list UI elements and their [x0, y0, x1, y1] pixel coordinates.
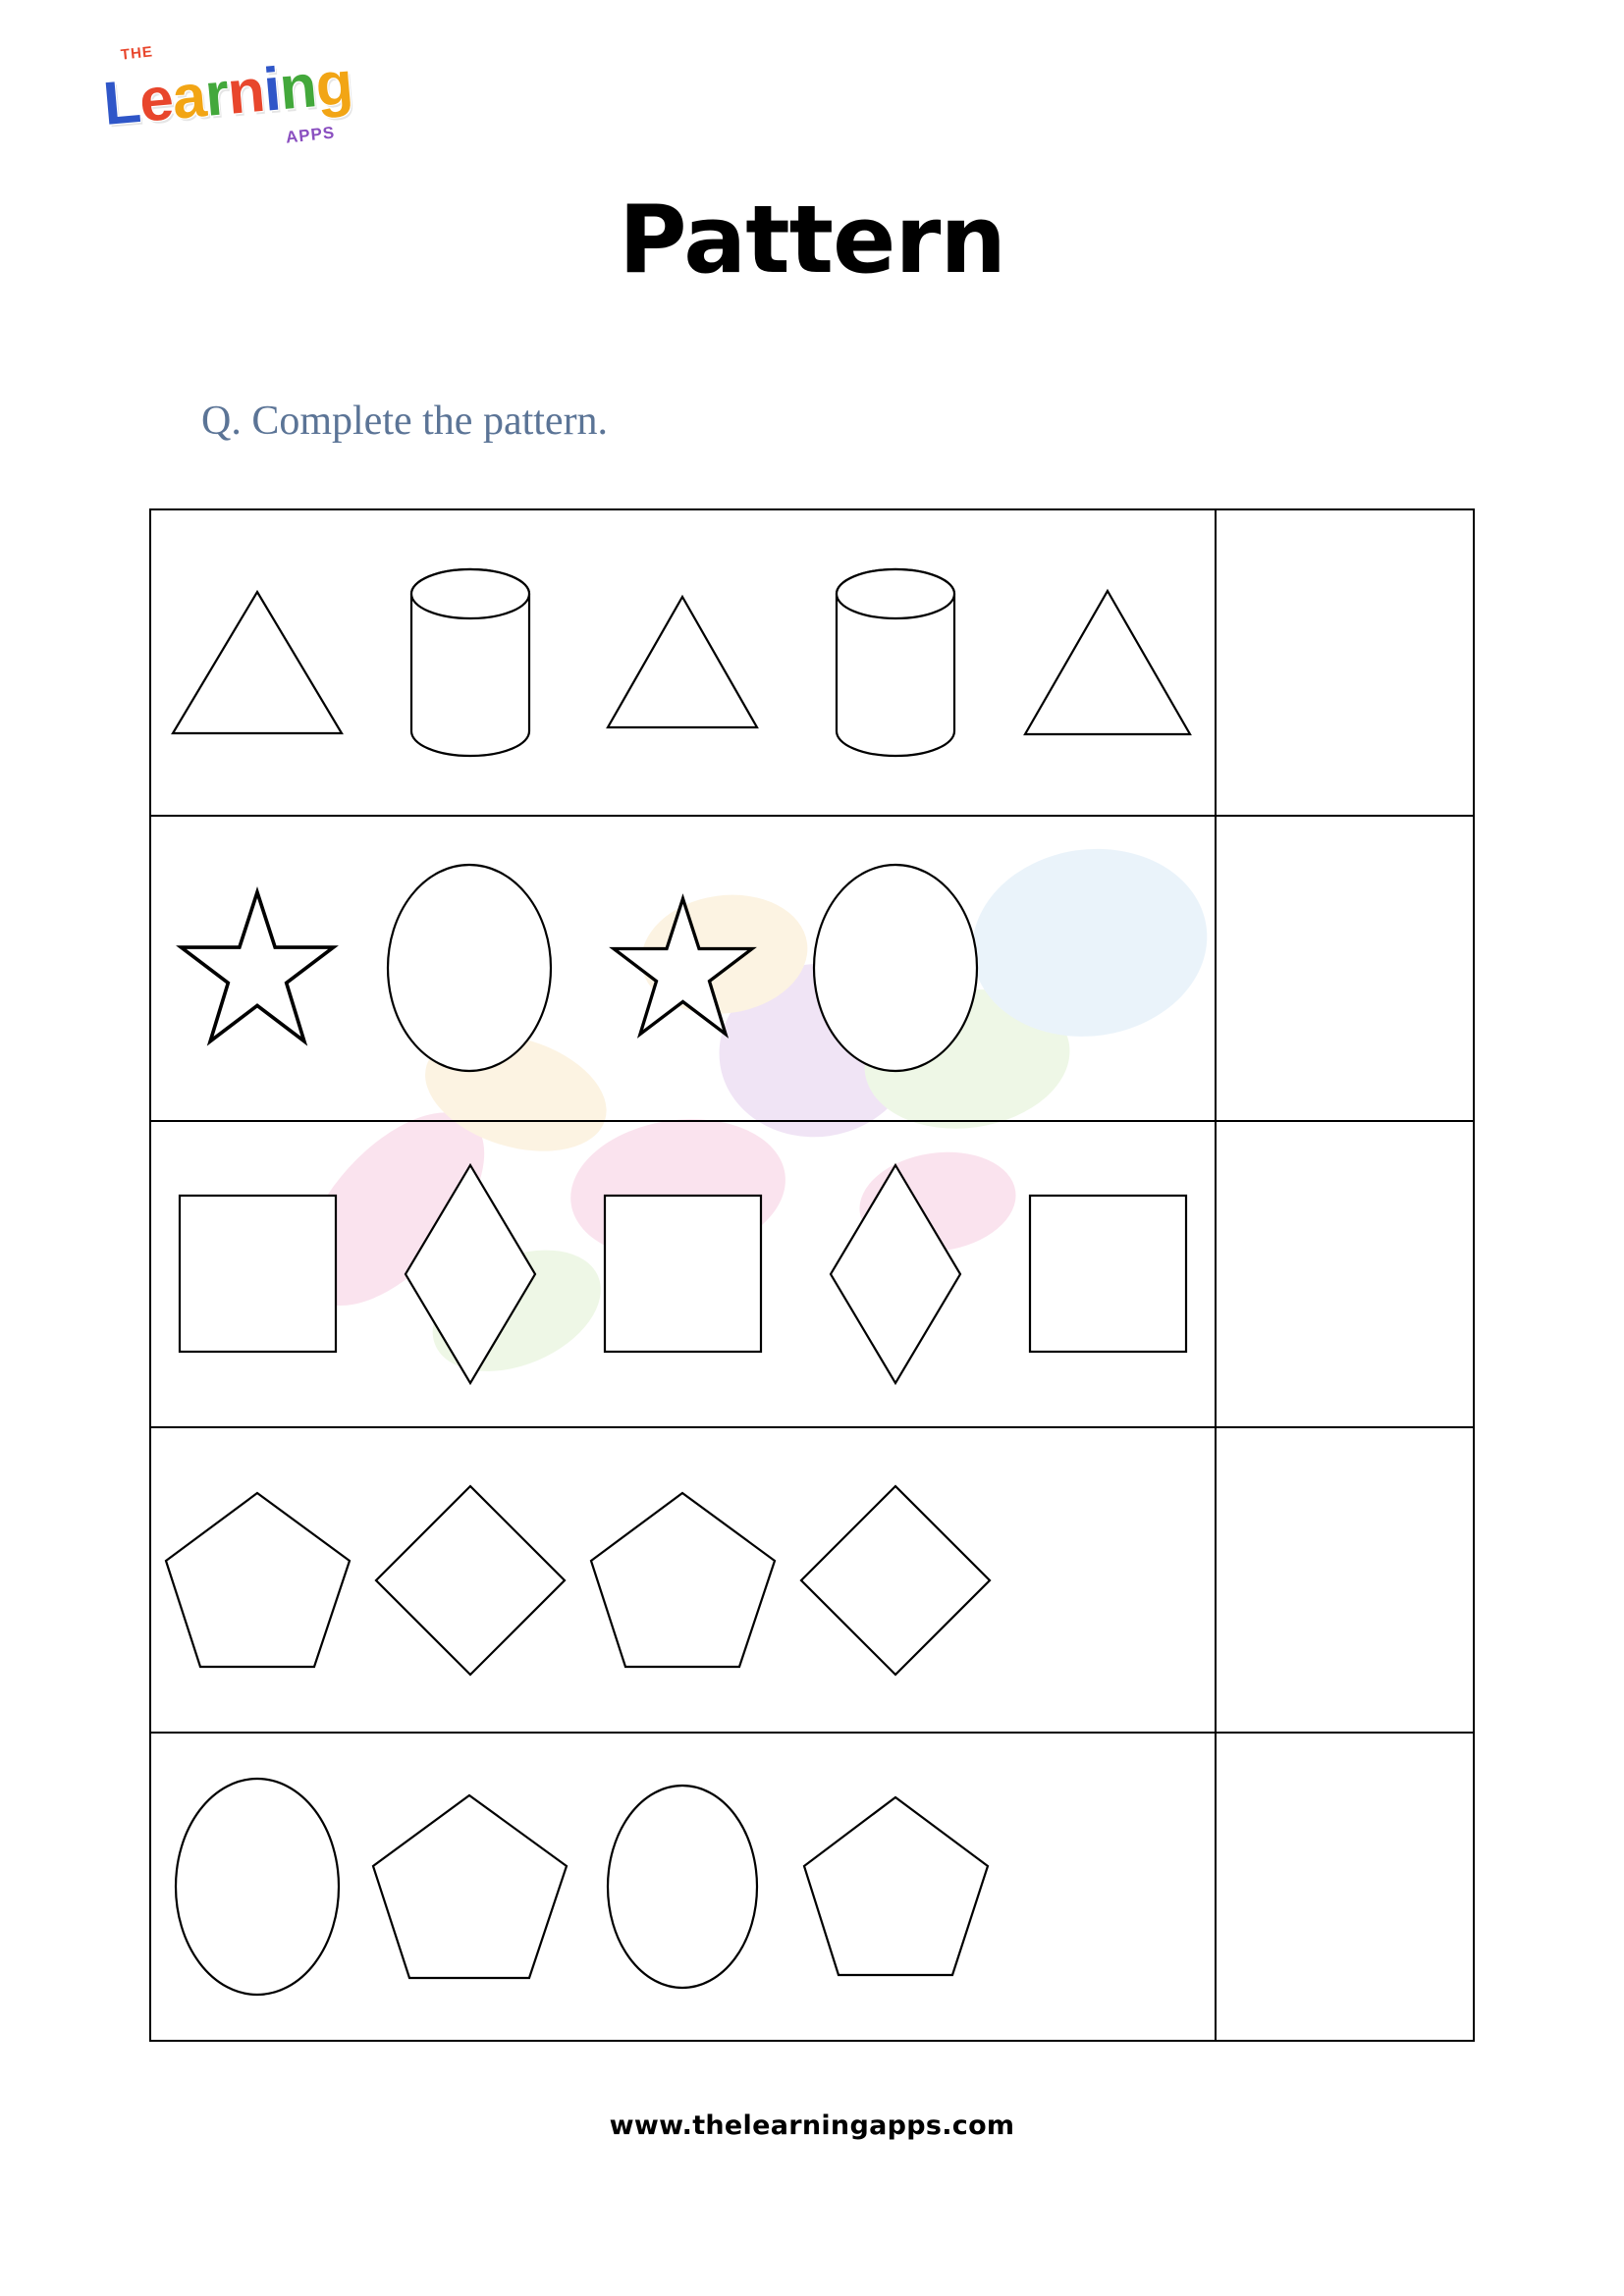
- shape-cell-empty: [1010, 1734, 1207, 2040]
- answer-cell[interactable]: [1217, 510, 1473, 815]
- row-pattern-cells: [151, 510, 1217, 815]
- shape-cylinder: [372, 510, 568, 815]
- logo: [93, 39, 378, 157]
- table-row: [151, 1734, 1473, 2040]
- shape-oval: [584, 1734, 781, 2040]
- page-title: Pattern: [619, 187, 1005, 294]
- worksheet-table: [149, 508, 1475, 2042]
- shape-square: [1010, 1122, 1207, 1426]
- shape-square: [584, 1122, 781, 1426]
- answer-cell[interactable]: [1217, 817, 1473, 1121]
- shape-square: [159, 1122, 355, 1426]
- logo-the-text: THE: [120, 43, 154, 64]
- shape-diamond: [372, 1428, 568, 1733]
- shape-diamond: [797, 1428, 994, 1733]
- shape-pentagon: [584, 1428, 781, 1733]
- shape-pentagon: [797, 1734, 994, 2040]
- shape-star: [584, 817, 781, 1121]
- row-pattern-cells: [151, 817, 1217, 1121]
- shape-diamond: [797, 1122, 994, 1426]
- table-row: [151, 1428, 1473, 1735]
- logo-wordmark: Learning: [100, 49, 355, 138]
- shape-pentagon: [159, 1428, 355, 1733]
- shape-triangle: [1010, 510, 1207, 815]
- footer-url: www.thelearningapps.com: [609, 2110, 1015, 2141]
- shape-oval: [372, 817, 568, 1121]
- shape-diamond: [372, 1122, 568, 1426]
- logo-apps-text: APPS: [285, 123, 337, 147]
- shape-star: [159, 817, 355, 1121]
- answer-cell[interactable]: [1217, 1734, 1473, 2040]
- shape-cylinder: [797, 510, 994, 815]
- row-pattern-cells: [151, 1428, 1217, 1733]
- answer-cell[interactable]: [1217, 1428, 1473, 1733]
- table-row: [151, 1122, 1473, 1428]
- row-pattern-cells: [151, 1734, 1217, 2040]
- shape-triangle: [159, 510, 355, 815]
- shape-pentagon: [372, 1734, 568, 2040]
- shape-oval: [159, 1734, 355, 2040]
- table-row: [151, 817, 1473, 1123]
- shape-cell-empty: [1010, 817, 1207, 1121]
- table-row: [151, 510, 1473, 817]
- answer-cell[interactable]: [1217, 1122, 1473, 1426]
- question-prompt: Q. Complete the pattern.: [201, 399, 609, 444]
- row-pattern-cells: [151, 1122, 1217, 1426]
- shape-triangle: [584, 510, 781, 815]
- shape-oval: [797, 817, 994, 1121]
- shape-cell-empty: [1010, 1428, 1207, 1733]
